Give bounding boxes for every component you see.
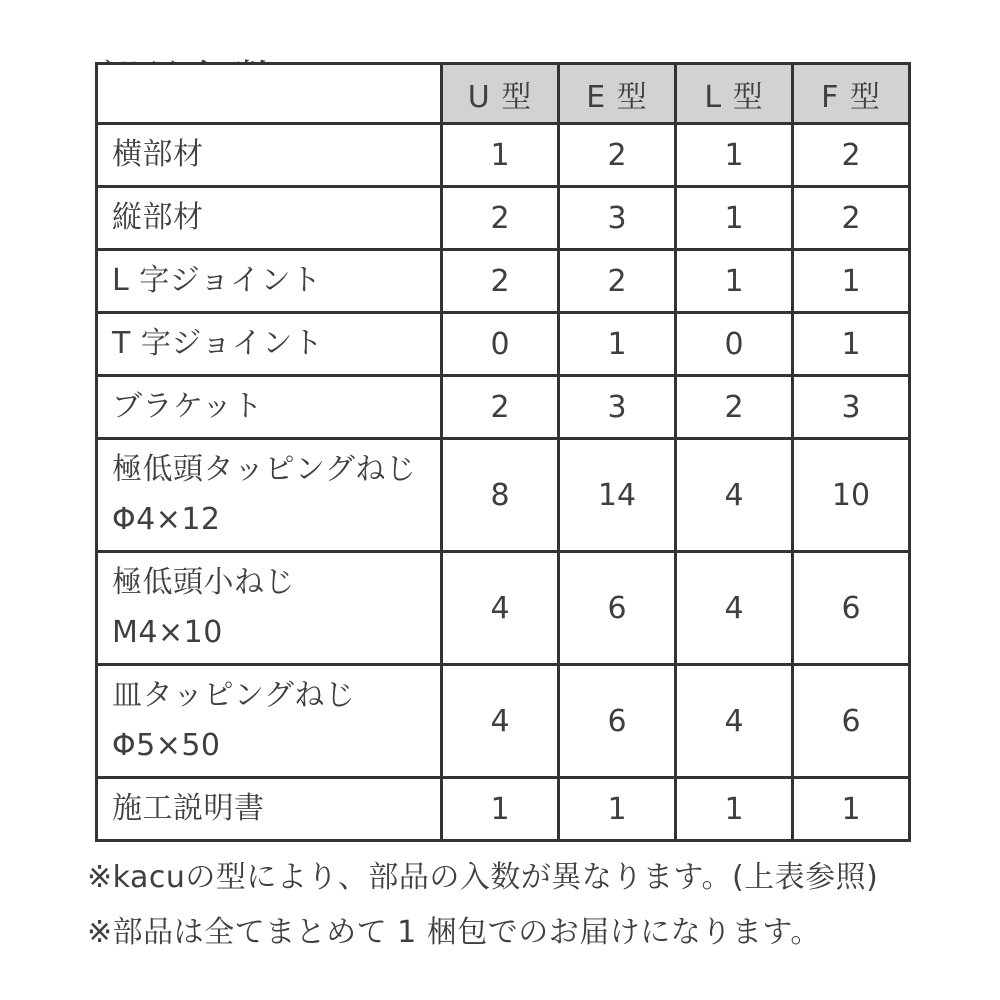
table-row [97,313,910,376]
cell-value: 1 [793,313,910,376]
table-row [97,552,910,665]
cell-value: 2 [442,376,559,439]
cell-value: 2 [559,250,676,313]
cell-value: 2 [793,124,910,187]
column-header: E 型 [559,64,676,124]
row-label: 縦部材 [97,187,442,250]
row-label: 極低頭タッピングねじ Φ4×12 [97,439,442,552]
table-body [97,124,910,841]
column-header: L 型 [676,64,793,124]
cell-value: 6 [793,665,910,778]
cell-value: 10 [793,439,910,552]
cell-value: 1 [676,778,793,841]
row-label: 施工説明書 [97,778,442,841]
cell-value: 6 [559,665,676,778]
table-row [97,665,910,778]
row-label: 横部材 [97,124,442,187]
cell-value: 8 [442,439,559,552]
cell-value: 1 [793,250,910,313]
cell-value: 6 [559,552,676,665]
table-row [97,778,910,841]
cell-value: 2 [559,124,676,187]
row-label: T 字ジョイント [97,313,442,376]
cell-value: 1 [559,778,676,841]
cell-value: 2 [442,187,559,250]
column-header: F 型 [793,64,910,124]
note-line-1: ※kacuの型により、部品の入数が異なります。(上表参照) [87,860,879,895]
column-header: U 型 [442,64,559,124]
cell-value: 1 [442,778,559,841]
cell-value: 4 [676,552,793,665]
note-line-2: ※部品は全てまとめて 1 梱包でのお届けになります。 [87,915,821,950]
cell-value: 1 [676,124,793,187]
cell-value: 4 [442,665,559,778]
notes [87,858,878,968]
table-row [97,250,910,313]
cell-value: 1 [442,124,559,187]
table-row [97,124,910,187]
cell-value: 0 [676,313,793,376]
corner-cell [97,64,442,124]
cell-value: 1 [793,778,910,841]
cell-value: 3 [559,376,676,439]
table-row [97,187,910,250]
cell-value: 4 [442,552,559,665]
cell-value: 0 [442,313,559,376]
cell-value: 4 [676,665,793,778]
table-row [97,376,910,439]
row-label: 極低頭小ねじ M4×10 [97,552,442,665]
cell-value: 14 [559,439,676,552]
row-label: 皿タッピングねじ Φ5×50 [97,665,442,778]
cell-value: 1 [676,250,793,313]
cell-value: 2 [442,250,559,313]
parts-table [95,62,911,842]
row-label: ブラケット [97,376,442,439]
cell-value: 1 [559,313,676,376]
cell-value: 2 [793,187,910,250]
row-label: L 字ジョイント [97,250,442,313]
cell-value: 3 [559,187,676,250]
header-row [97,64,910,124]
cell-value: 4 [676,439,793,552]
cell-value: 1 [676,187,793,250]
table-row [97,439,910,552]
cell-value: 2 [676,376,793,439]
cell-value: 6 [793,552,910,665]
cell-value: 3 [793,376,910,439]
